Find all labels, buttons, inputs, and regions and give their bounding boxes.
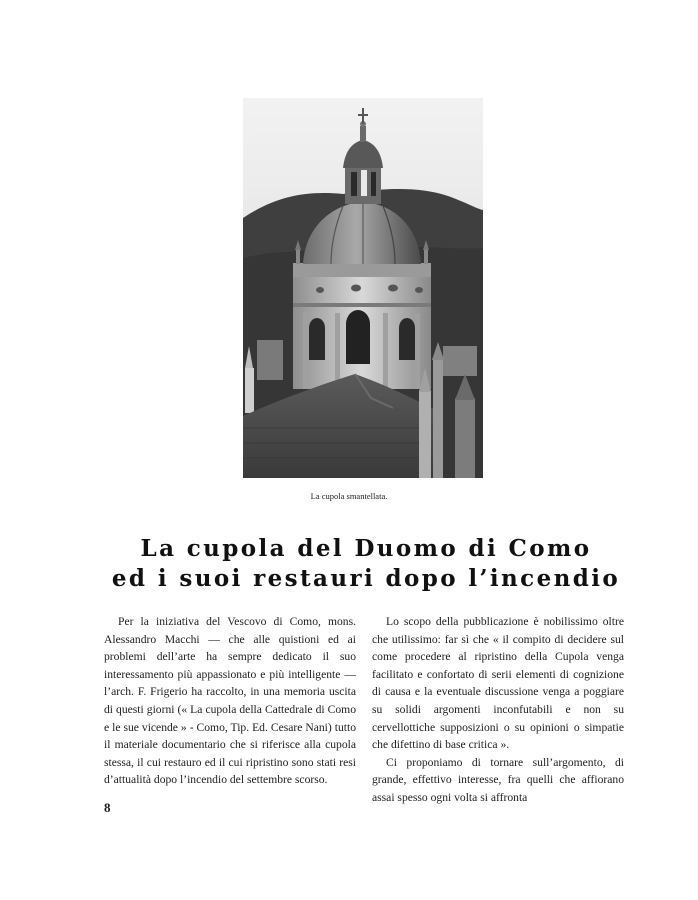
paragraph: Per la iniziativa del Vescovo di Como, mons. Alessandro Macchi — che alle quistioni ed ai problemi dell’arte ha sempre dedicato il suo interessamento più appassionato e più intelligente — l’arch. F. Frigerio ha raccolto, in una memoria uscita di questi giorni (« La cupola della Cattedrale di Como e le sue vicende » - Como, Tip. Ed. Cesare Nani) tutto il materiale documentario che si riferisce alla cupola stessa, il cui restauro ed il cui ripristino sono stati resi d’attualità dopo l’incendio del settembre scorso. (104, 615, 356, 787)
page-number: 8 (104, 800, 111, 815)
text-column-left (104, 613, 356, 789)
article-title-line-2: ed i suoi restauri dopo l’incendio (111, 565, 621, 592)
paragraph: Lo scopo della pubblicazione è nobilissimo oltre che utilissimo: far sì che « il compito di decidere sul come procedere al ripristino della Cupola venga facilitato e confortato di serii elementi di cognizione di causa e la eventuale discussione venga a poggiare su solidi argomenti inconfutabili e non su cervellottiche supposizioni o su opinioni o simpatie che difettino di base critica ». (372, 615, 624, 752)
text-column-right (372, 613, 624, 807)
photo-caption: La cupola smantellata. (310, 491, 388, 501)
paragraph: Ci proponiamo di tornare sull’argomento, di grande, effettivo interesse, fra quelli che affiorano assai spesso ogni volta si affronta (372, 755, 624, 804)
article-title (104, 534, 628, 594)
article-title-line-1: La cupola del Duomo di Como (140, 535, 592, 562)
dome-photograph (243, 98, 483, 478)
